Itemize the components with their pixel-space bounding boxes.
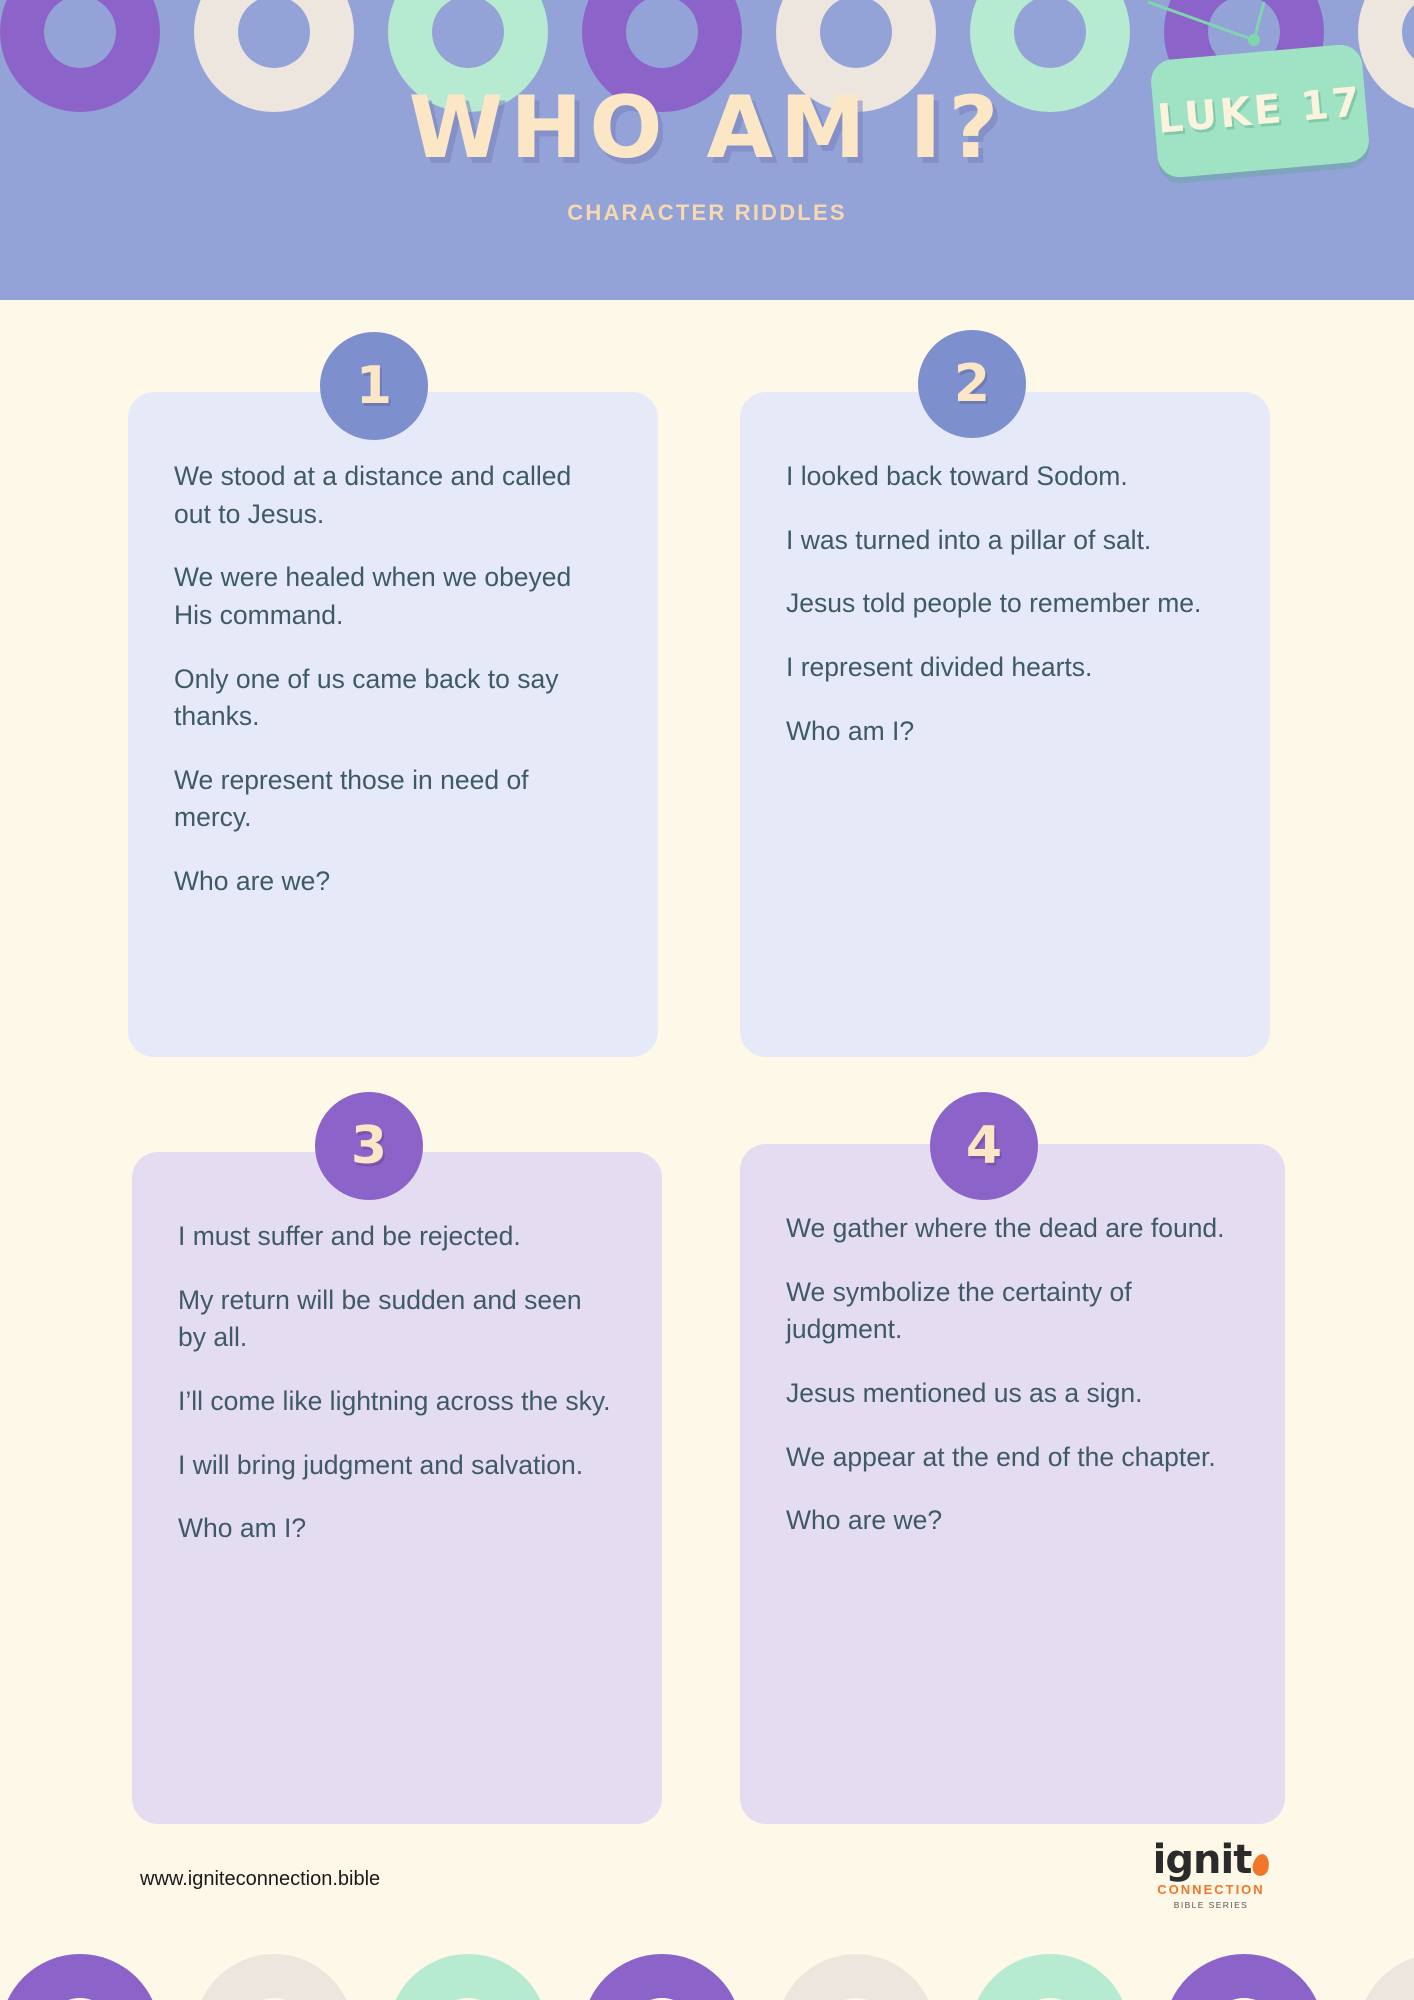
riddle-question: Who are we? bbox=[174, 866, 331, 896]
riddle-line: I will bring judgment and salvation. bbox=[178, 1449, 584, 1480]
decorative-donut bbox=[970, 1954, 1130, 2000]
riddle-line: I represent divided hearts. bbox=[786, 651, 1093, 682]
page-title: WHO AM I? bbox=[408, 78, 1006, 178]
riddle-card-2 bbox=[740, 392, 1270, 1057]
riddle-line: We represent those in need of mercy. bbox=[174, 764, 529, 833]
decorative-footer-band bbox=[0, 1890, 1414, 2000]
riddle-line: Only one of us came back to say thanks. bbox=[174, 663, 559, 732]
riddle-question: Who are we? bbox=[786, 1505, 943, 1536]
decorative-donut bbox=[1164, 1954, 1324, 2000]
riddle-line: I’ll come like lightning across the sky. bbox=[178, 1385, 611, 1416]
logo-wordmark-text: ignit bbox=[1152, 1837, 1252, 1883]
decorative-donut bbox=[194, 1954, 354, 2000]
riddle-number-4: 4 bbox=[930, 1092, 1038, 1200]
riddle-number-3: 3 bbox=[315, 1092, 423, 1200]
poster-header bbox=[0, 0, 1414, 300]
riddle-question: Who am I? bbox=[178, 1513, 307, 1544]
riddle-line: We stood at a distance and called out to Jesus. bbox=[174, 461, 572, 529]
riddle-number-2: 2 bbox=[918, 330, 1026, 438]
logo-subtitle: CONNECTION bbox=[1157, 1882, 1265, 1897]
page-subtitle: CHARACTER RIDDLES bbox=[567, 200, 847, 225]
riddle-line: We were healed when we obeyed His command. bbox=[174, 562, 572, 630]
logo-series-label: BIBLE SERIES bbox=[1173, 1900, 1249, 1910]
riddle-line: I was turned into a pillar of salt. bbox=[786, 524, 1152, 555]
riddle-question: Who am I? bbox=[786, 715, 915, 746]
riddle-line: Jesus told people to remember me. bbox=[786, 588, 1202, 619]
riddle-line: We symbolize the certainty of judgment. bbox=[786, 1276, 1132, 1345]
riddle-line: I must suffer and be rejected. bbox=[178, 1221, 521, 1251]
riddle-line: We appear at the end of the chapter. bbox=[786, 1441, 1216, 1472]
decorative-donut bbox=[776, 1954, 936, 2000]
riddle-line: I looked back toward Sodom. bbox=[786, 461, 1128, 491]
website-url[interactable]: www.igniteconnection.bible bbox=[140, 1868, 381, 1890]
scripture-badge-label: LUKE 17 bbox=[1155, 79, 1365, 143]
decorative-donut bbox=[582, 1954, 742, 2000]
decorative-donut bbox=[1358, 1954, 1414, 2000]
badge-string-icon bbox=[1146, 0, 1266, 60]
riddle-number-1: 1 bbox=[320, 332, 428, 440]
decorative-donut-row-bottom bbox=[0, 1954, 1414, 2000]
riddle-line: Jesus mentioned us as a sign. bbox=[786, 1377, 1143, 1408]
flame-icon bbox=[1251, 1853, 1271, 1878]
decorative-donut bbox=[388, 1954, 548, 2000]
riddle-line: We gather where the dead are found. bbox=[786, 1213, 1225, 1243]
riddle-card-3 bbox=[132, 1152, 662, 1824]
riddle-line: My return will be sudden and seen by all. bbox=[178, 1284, 582, 1353]
riddle-card-4 bbox=[740, 1144, 1285, 1824]
scripture-badge bbox=[1149, 43, 1370, 179]
riddle-card-1 bbox=[128, 392, 658, 1057]
logo-wordmark bbox=[1116, 1837, 1306, 1883]
decorative-donut bbox=[0, 1954, 160, 2000]
